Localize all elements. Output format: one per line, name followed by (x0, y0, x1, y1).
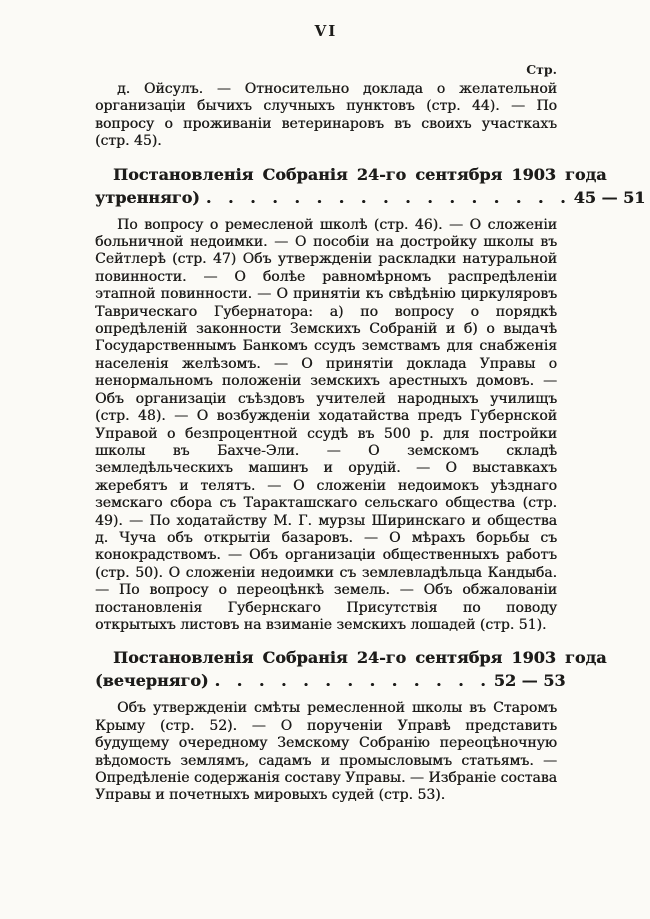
dot-leader: . . . . . . . . . . . . . (214, 671, 488, 691)
toc-heading-morning-session (95, 164, 646, 207)
toc-page-range: 45 — 51 (573, 187, 646, 207)
toc-entry-continuation: д. Ойсулъ. — Относительно доклада о желательной организаціи бычихъ случныхъ пунктовъ (стр. 44). — По вопросу о проживаніи ветеринаровъ въ своихъ участкахъ (стр. 45). (95, 81, 557, 150)
toc-heading-evening-session (95, 648, 607, 691)
toc-heading-title: Постановленія Собранія 24-го сентября 1903 года (113, 164, 607, 184)
toc-page-range: 52 — 53 (493, 671, 566, 691)
toc-heading-session-label: утренняго) (95, 187, 200, 207)
toc-entry-evening-session-summary: Объ утвержденіи смѣты ремесленной школы въ Старомъ Крыму (стр. 52). — О порученіи Управѣ представить будущему очередному Земскому Собранію переоцѣночную вѣдомость землямъ, садамъ и промысловымъ статьямъ. — Опредѣленіе содержанія составу Управы. — Избраніе состава Управы и почетныхъ мировыхъ судей (стр. 53). (95, 700, 557, 804)
page-number: VI (314, 22, 338, 40)
toc-heading-session-label: (вечерняго) (95, 671, 209, 691)
page-column-header: Стр. (526, 62, 557, 77)
toc-heading-title: Постановленія Собранія 24-го сентября 1903 года (113, 648, 607, 668)
dot-leader: . . . . . . . . . . . . . . . . . (205, 187, 568, 207)
toc-heading-pages-line (95, 671, 566, 691)
toc-heading-pages-line (95, 187, 646, 207)
toc-entry-morning-session-summary: По вопросу о ремесленой школѣ (стр. 46). — О сложеніи больничной недоимки. — О пособіи на достройку школы въ Сейтлерѣ (стр. 47) Объ утвержденіи раскладки натуральной повинности. — О болѣе равномѣрномъ распредѣленіи этапной повинности. — О принятіи къ свѣдѣнію циркуляровъ Таврическаго Губернатора: а) по вопросу о порядкѣ опредѣленій законности Земскихъ Собраній и б) о выдачѣ Государственнымъ Банкомъ ссудъ земствамъ для снабженія населенія желѣзомъ. — О принятіи доклада Управы о ненормальномъ положеніи земскихъ арестныхъ домовъ. — Объ организаціи съѣздовъ учителей народныхъ училищъ (стр. 48). — О возбужденіи ходатайства предъ Губернской Управой о безпроцентной ссудѣ въ 500 р. для постройки школы въ Бахче-Эли. — О земскомъ складѣ земледѣльческихъ машинъ и орудій. — О выставкахъ жеребятъ и телятъ. — О сложеніи недоимокъ уѣзднаго земскаго сбора съ Таракташскаго сельскаго общества (стр. 49). — По ходатайству М. Г. мурзы Ширинскаго и общества д. Чуча объ открытіи базаровъ. — О мѣрахъ борьбы съ конокрадствомъ. — Объ организаціи общественныхъ работъ (стр. 50). О сложеніи недоимки съ землевладѣльца Кандыба. — По вопросу о переоцѣнкѣ земель. — Объ обжалованіи постановленія Губернскаго Присутствія по поводу открытыхъ листовъ на взиманіе земскихъ лошадей (стр. 51). (95, 216, 557, 633)
